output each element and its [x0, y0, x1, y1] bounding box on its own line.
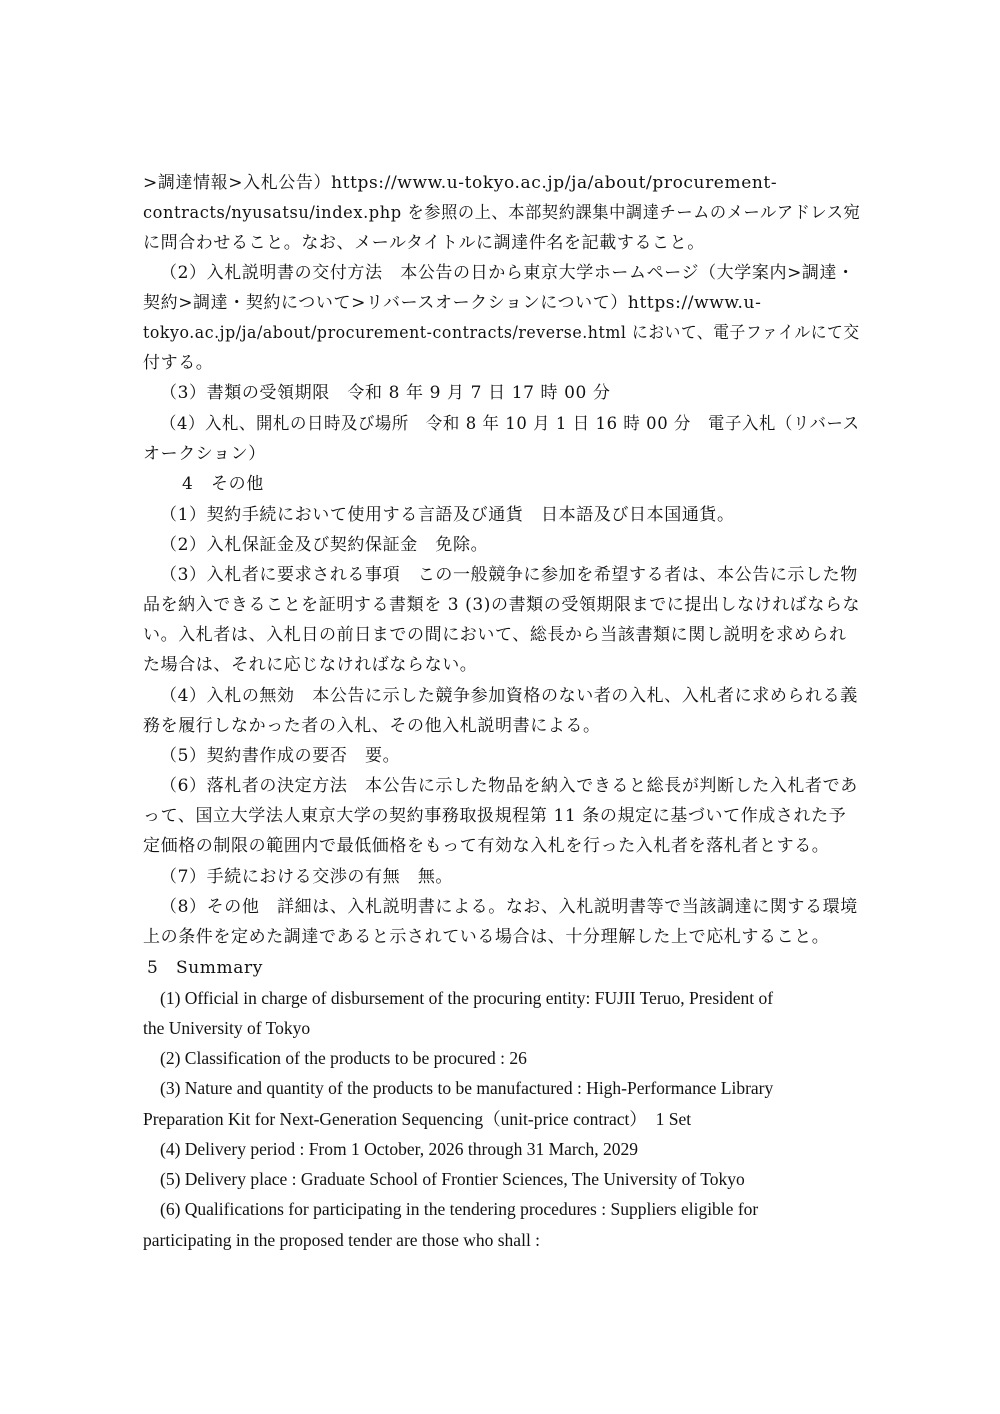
text-line: （2）入札説明書の交付方法 本公告の日から東京大学ホームページ（大学案内>調達・ [160, 263, 855, 283]
section-heading: 4 その他 [182, 474, 264, 494]
text-line: って、国立大学法人東京大学の契約事務取扱規程第 11 条の規定に基づいて作成された予 [143, 806, 847, 826]
text-line: （3）入札者に要求される事項 この一般競争に参加を希望する者は、本公告に示した物 [160, 565, 858, 585]
text-line: (5) Delivery place : Graduate School of Frontier Sciences, The University of Tokyo [160, 1169, 745, 1189]
text-line: >調達情報>入札公告）https://www.u-tokyo.ac.jp/ja/about/procurement- [143, 173, 778, 193]
text-line: （5）契約書作成の要否 要。 [160, 746, 401, 766]
text-line: オークション） [143, 444, 266, 464]
text-line: （4）入札の無効 本公告に示した競争参加資格のない者の入札、入札者に求められる義 [160, 686, 858, 706]
text-line: （8）その他 詳細は、入札説明書による。なお、入札説明書等で当該調達に関する環境 [160, 897, 858, 917]
text-line: (3) Nature and quantity of the products to be manufactured : High-Performance Library [160, 1078, 774, 1098]
text-line: (6) Qualifications for participating in the tendering procedures : Suppliers eligible for [160, 1199, 759, 1219]
text-line: contracts/nyusatsu/index.php を参照の上、本部契約課集中調達チームのメールアドレス宛 [143, 203, 861, 223]
text-line: （3）書類の受領期限 令和 8 年 9 月 7 日 17 時 00 分 [160, 383, 611, 403]
text-line: （1）契約手続において使用する言語及び通貨 日本語及び日本国通貨。 [160, 505, 735, 525]
text-line: participating in the proposed tender are those who shall : [143, 1230, 541, 1250]
text-line: Preparation Kit for Next-Generation Sequencing（unit-price contract） 1 Set [143, 1109, 692, 1129]
section-heading: 5 Summary [147, 958, 263, 978]
text-line: 定価格の制限の範囲内で最低価格をもって有効な入札を行った入札者を落札者とする。 [143, 836, 830, 856]
text-line: に問合わせること。なお、メールタイトルに調達件名を記載すること。 [143, 233, 705, 253]
text-line: 付する。 [143, 353, 214, 373]
text-line: た場合は、それに応じなければならない。 [143, 655, 478, 675]
text-line: 務を履行しなかった者の入札、その他入札説明書による。 [143, 716, 601, 736]
text-line: い。入札者は、入札日の前日までの間において、総長から当該書類に関し説明を求められ [143, 625, 847, 645]
text-line: （7）手続における交渉の有無 無。 [160, 867, 454, 887]
text-line: （6）落札者の決定方法 本公告に示した物品を納入できると総長が判断した入札者であ [160, 776, 858, 796]
text-line: （4）入札、開札の日時及び場所 令和 8 年 10 月 1 日 16 時 00 分 電子入札（リバース [160, 414, 860, 434]
text-line: (4) Delivery period : From 1 October, 2026 through 31 March, 2029 [160, 1139, 639, 1159]
text-line: tokyo.ac.jp/ja/about/procurement-contracts/reverse.html において、電子ファイルにて交 [143, 323, 860, 343]
text-line: (2) Classification of the products to be procured : 26 [160, 1048, 527, 1068]
text-line: (1) Official in charge of disbursement of the procuring entity: FUJII Teruo, President of [160, 988, 774, 1008]
text-line: 契約>調達・契約について>リバースオークションについて）https://www.u- [143, 293, 762, 313]
text-line: （2）入札保証金及び契約保証金 免除。 [160, 535, 489, 555]
text-line: 上の条件を定めた調達であると示されている場合は、十分理解した上で応札すること。 [143, 927, 830, 947]
text-line: 品を納入できることを証明する書類を 3 (3)の書類の受領期限までに提出しなければならな [143, 595, 861, 615]
text-line: the University of Tokyo [143, 1018, 311, 1038]
